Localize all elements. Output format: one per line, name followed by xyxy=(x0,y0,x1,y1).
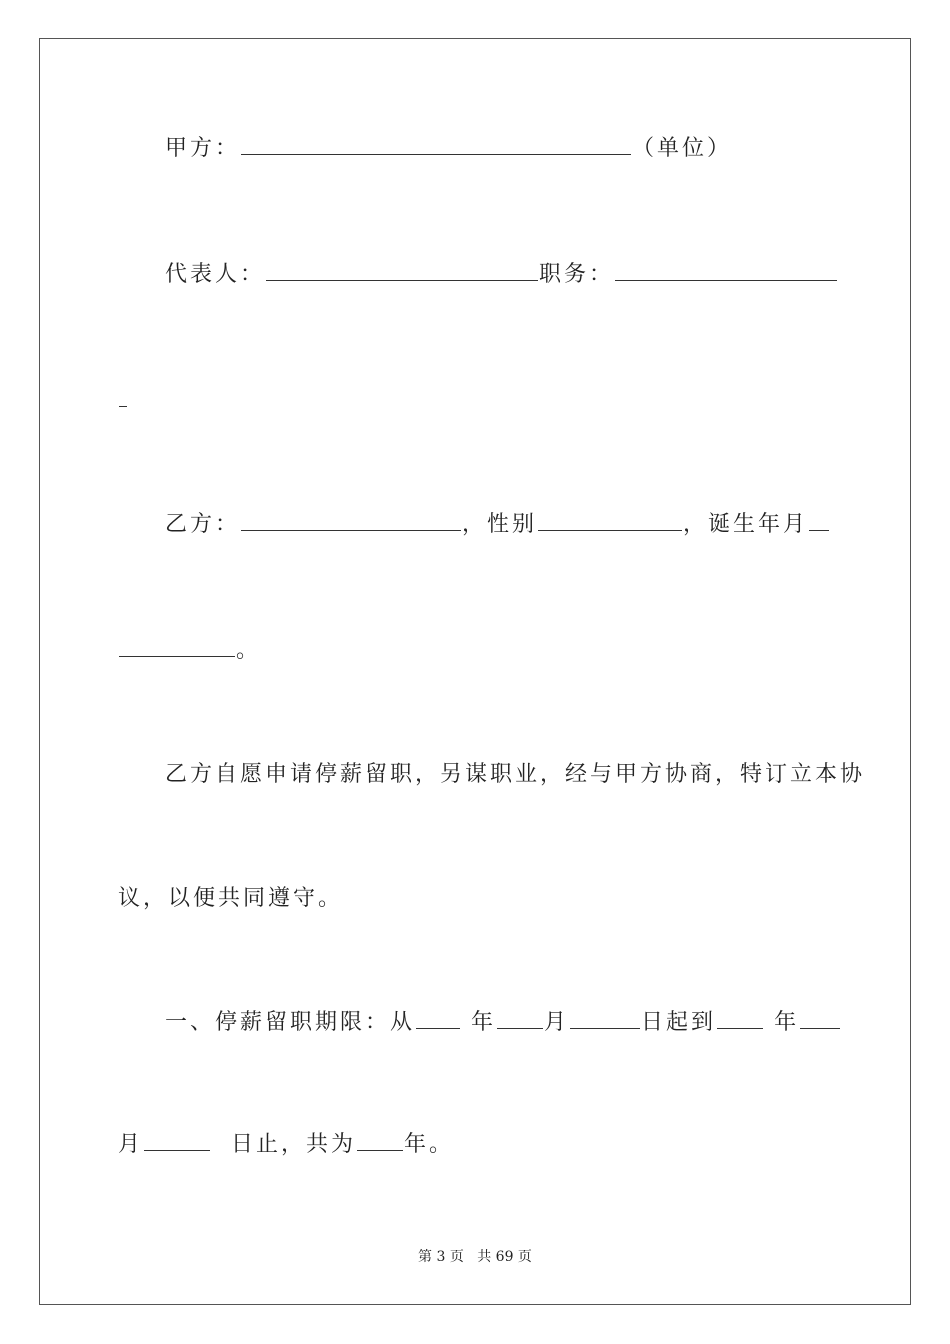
representative-blank[interactable] xyxy=(266,260,538,281)
to-day-blank[interactable] xyxy=(144,1130,210,1151)
gender-label: ，性别 xyxy=(462,512,538,537)
paragraph-line-2: 议，以便共同遵守。 xyxy=(118,886,344,911)
paragraph-line-1: 乙方自愿申请停薪留职，另谋职业，经与甲方协商，特订立本协 xyxy=(165,762,866,787)
clause1-start: 一、停薪留职期限：从 xyxy=(165,1010,416,1035)
birth-blank[interactable] xyxy=(119,636,235,657)
position-blank[interactable] xyxy=(615,260,837,281)
clause1-line-1 xyxy=(165,1008,841,1038)
from-year-blank[interactable] xyxy=(416,1008,460,1029)
clause1-line-2 xyxy=(118,1130,454,1160)
birth-continuation xyxy=(118,636,261,666)
to-year-blank[interactable] xyxy=(717,1008,763,1029)
party-b-line xyxy=(165,510,830,540)
party-b-blank[interactable] xyxy=(241,510,461,531)
party-a-line xyxy=(165,134,732,164)
party-a-suffix: （单位） xyxy=(632,136,733,161)
to-month-blank-start[interactable] xyxy=(800,1008,840,1029)
party-b-end: 。 xyxy=(236,638,262,663)
representative-label: 代表人： xyxy=(165,262,266,287)
from-day-blank[interactable] xyxy=(570,1008,640,1029)
year2-label: 年 xyxy=(774,1010,800,1035)
page-number: 第 3 页 xyxy=(418,1249,464,1265)
representative-continuation xyxy=(118,386,128,416)
page-border xyxy=(39,38,911,1305)
representative-line xyxy=(165,260,838,290)
page-total: 共 69 页 xyxy=(477,1249,532,1265)
continuation-blank[interactable] xyxy=(119,386,127,407)
party-a-label: 甲方： xyxy=(165,136,241,161)
gender-blank[interactable] xyxy=(538,510,682,531)
page-footer xyxy=(0,1246,950,1266)
month-label: 月 xyxy=(544,1010,570,1035)
month2-label: 月 xyxy=(118,1132,144,1157)
birth-blank-start[interactable] xyxy=(809,510,829,531)
party-b-label: 乙方： xyxy=(165,512,241,537)
from-month-blank[interactable] xyxy=(497,1008,543,1029)
years-label: 年。 xyxy=(404,1132,455,1157)
party-a-blank[interactable] xyxy=(241,134,631,155)
position-label: 职务： xyxy=(539,262,615,287)
year-label: 年 xyxy=(471,1010,497,1035)
total-years-blank[interactable] xyxy=(357,1130,403,1151)
day-end-label: 日止，共为 xyxy=(231,1132,357,1157)
birth-label: ，诞生年月 xyxy=(683,512,809,537)
day-from-label: 日起到 xyxy=(641,1010,717,1035)
